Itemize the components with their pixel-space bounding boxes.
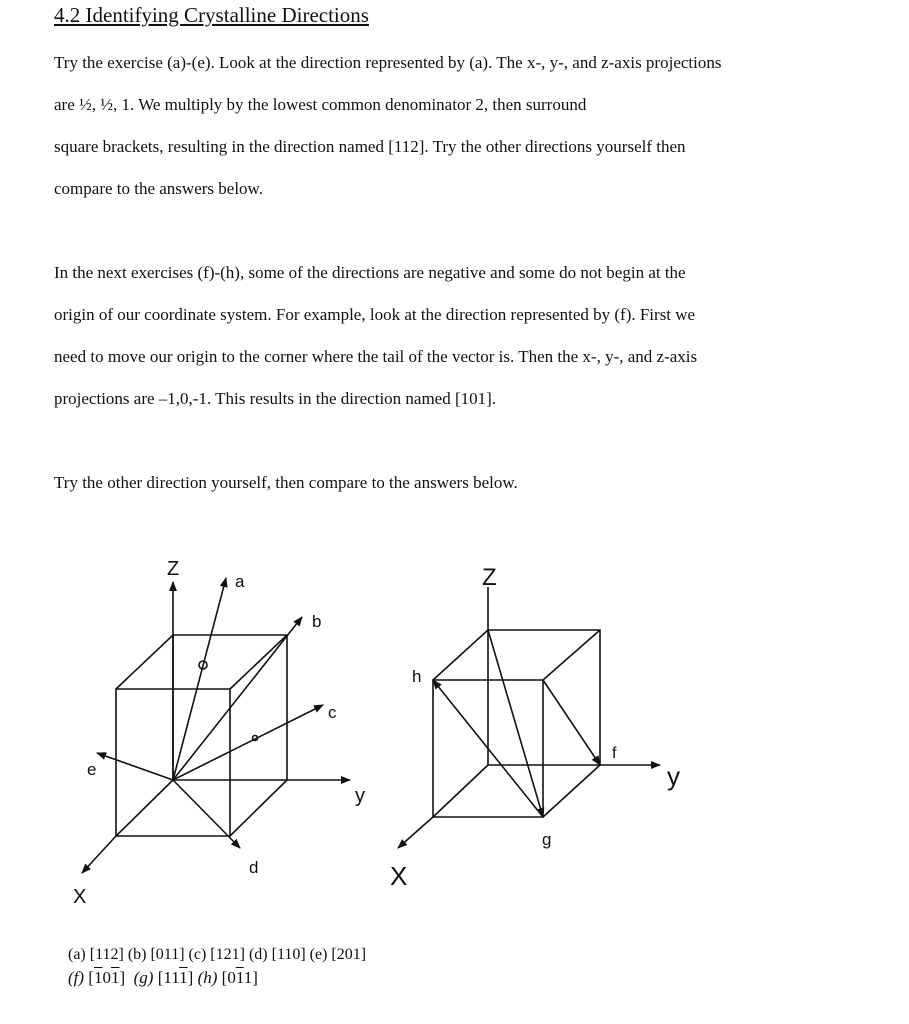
x-axis bbox=[398, 817, 433, 848]
b-label: b bbox=[312, 612, 322, 631]
answer-f: [101] bbox=[88, 968, 126, 987]
vector-c bbox=[173, 705, 323, 780]
paragraph-line: origin of our coordinate system. For example, look at the direction represented by (f). First we bbox=[54, 305, 696, 324]
section-title: 4.2 Identifying Crystalline Directions bbox=[54, 3, 369, 27]
answer-f-label: (f) bbox=[68, 968, 85, 987]
left-cube-diagram bbox=[82, 578, 350, 873]
x-axis-inner bbox=[116, 780, 173, 836]
answers-line-1: (a) [112] (b) [011] (c) [121] (d) [110] (e) [201] bbox=[68, 946, 367, 963]
answers-line-2 bbox=[68, 968, 258, 988]
a-label: a bbox=[235, 572, 245, 591]
paragraph-line: compare to the answers below. bbox=[54, 179, 263, 198]
right-cube-diagram bbox=[398, 587, 660, 848]
g-label: g bbox=[542, 830, 552, 849]
answer-h-label: (h) bbox=[197, 968, 218, 987]
paragraph-line: are ½, ½, 1. We multiply by the lowest common denominator 2, then surround bbox=[54, 95, 587, 114]
paragraph-line: projections are –1,0,-1. This results in the direction named [101]. bbox=[54, 389, 497, 408]
x-axis bbox=[82, 836, 116, 873]
vector-e bbox=[97, 753, 173, 780]
e-label: e bbox=[87, 760, 97, 779]
vector-g bbox=[488, 630, 543, 817]
vector-a bbox=[173, 578, 226, 780]
point-marker-c bbox=[253, 736, 258, 741]
c-label: c bbox=[328, 703, 337, 722]
y-label: y bbox=[355, 785, 365, 807]
answer-g-label: (g) bbox=[133, 968, 154, 987]
f-label: f bbox=[612, 745, 617, 762]
answer-g: [111] bbox=[157, 968, 194, 987]
x-label: X bbox=[390, 861, 408, 891]
x-label: X bbox=[73, 886, 87, 908]
paragraph-line: need to move our origin to the corner where the tail of the vector is. Then the x-, y-, and z-axis bbox=[54, 347, 698, 366]
vector-f bbox=[543, 680, 600, 765]
paragraph-line: Try the exercise (a)-(e). Look at the direction represented by (a). The x-, y-, and z-axis projections bbox=[54, 53, 722, 72]
vector-b bbox=[173, 617, 302, 780]
d-label: d bbox=[249, 858, 259, 877]
y-label: y bbox=[667, 761, 680, 791]
answer-h: [011] bbox=[221, 968, 258, 987]
z-label: Z bbox=[167, 558, 180, 580]
z-label: Z bbox=[482, 564, 497, 591]
cube-edges bbox=[433, 630, 600, 817]
paragraph-line: square brackets, resulting in the direction named [112]. Try the other directions yourself then bbox=[54, 137, 686, 156]
paragraph-line: In the next exercises (f)-(h), some of the directions are negative and some do not begin at the bbox=[54, 263, 686, 282]
h-label: h bbox=[412, 667, 422, 686]
paragraph-line: Try the other direction yourself, then compare to the answers below. bbox=[54, 473, 518, 492]
